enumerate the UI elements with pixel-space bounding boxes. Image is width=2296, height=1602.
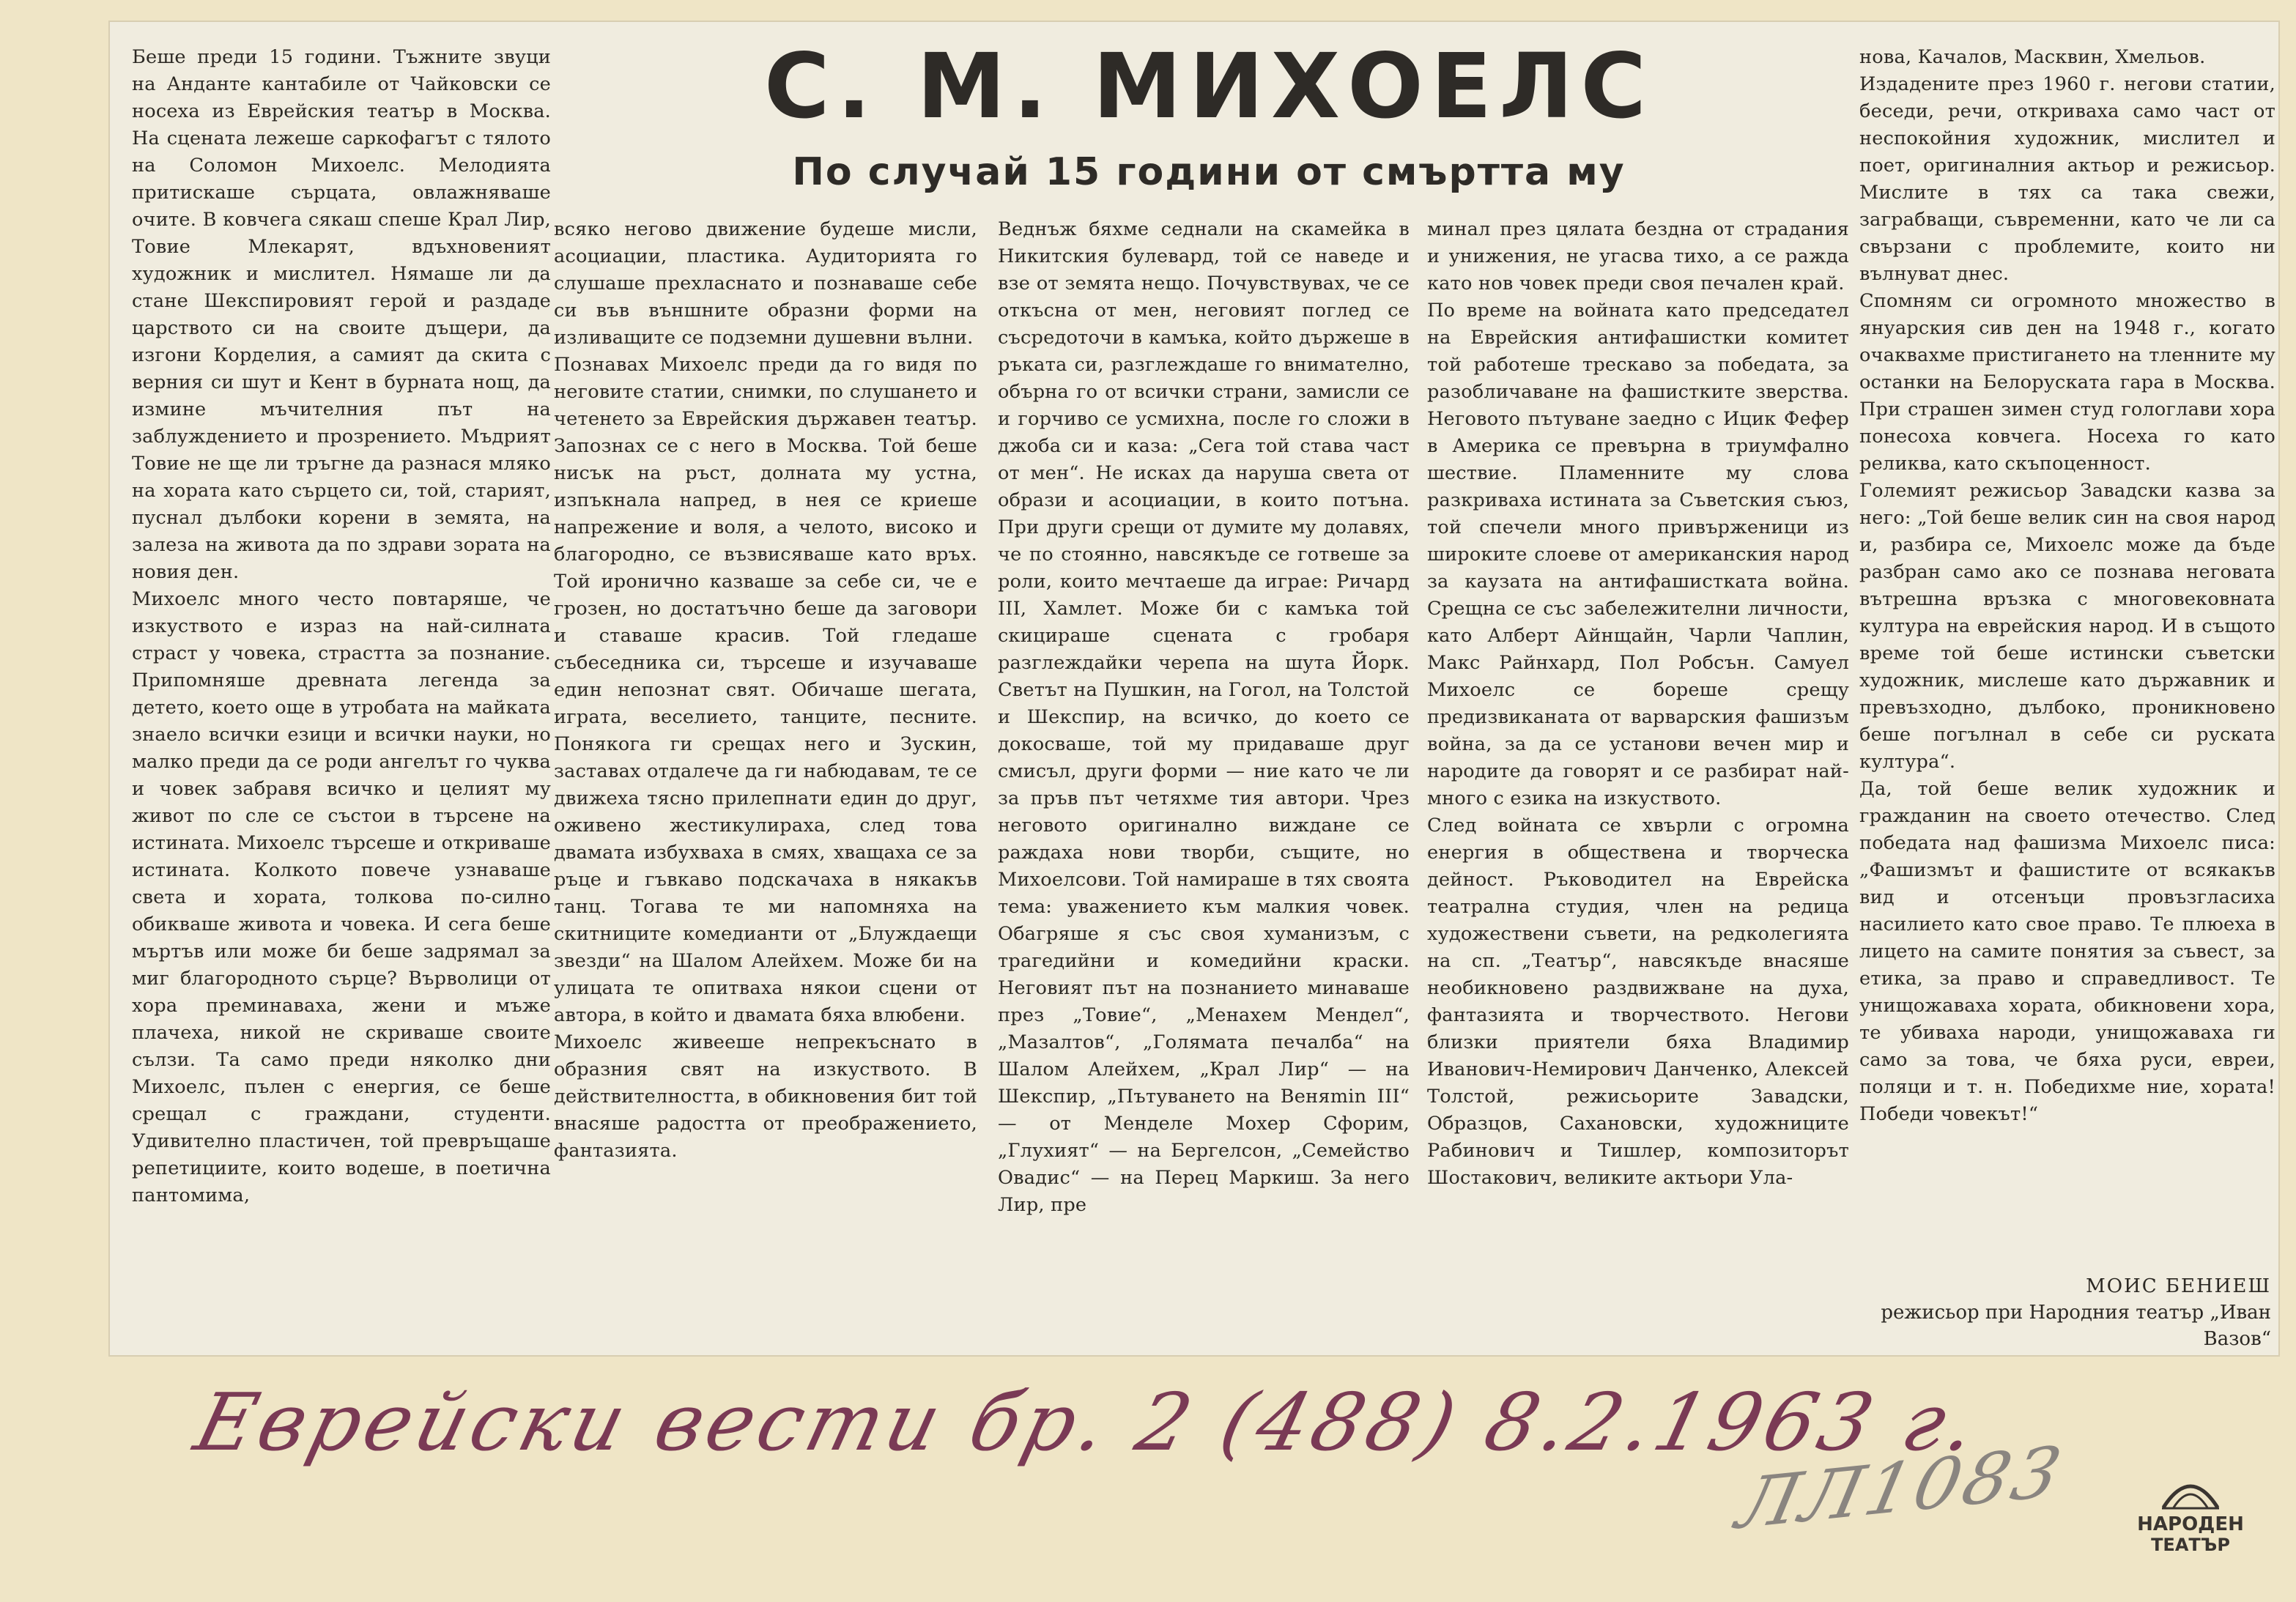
article-subtitle: По случай 15 години от смъртта му: [792, 150, 1626, 194]
author-name: МОИС БЕНИЕШ: [2086, 1275, 2271, 1297]
article-column-5: нова, Качалов, Масквин, Хмельов. Издадените през 1960 г. негови статии, беседи, речи, откриваха само част от неспокойния художник, мислител и поет, оригиналния актьор и режисьор. Мислите в тях са така свежи, заграбващи, съвременни, като че ли са свързани с проблемите, които ни вълнуват днес. Спомням си огромното множество в януарския сив ден на 1948 г., когато очаквахме пристигането на тленните му останки на Белоруската гара в Москва. При страшен зимен студ гологлави хора понесоха ковчега. Носеха го като реликва, като скъпоценност. Големият режисьор Завадски казва за него: „Той беше велик син на своя народ и, разбира се, Михоелс може да бъде разбран само ако се познава неговата вътрешна връзка с многовековната култура на еврейския народ. И в същото време той беше истински съветски художник, мислеше като държавник и превъзходно, дълбоко, проникновено беше погълнал в себе си руската култура“. Да, той беше велик художник и гражданин на своето отечество. След победата над фашизма Михоелс писа: „Фашизмът и фашистите от всякакъв вид и отсенъци провъзгласиха насилието като свое право. Те плюеха в лицето на самите понятия за съвест, за етика, за право и справедливост. Те унищожаваха хората, обикновени хора, те убиваха народи, унищожаваха ги само за това, че бяха руси, евреи, поляци и т. н. Победихме ние, хората! Победи човекът!“: [1859, 46, 2275, 1125]
article-column-1: Беше преди 15 години. Тъжните звуци на Анданте кантабиле от Чайковски се носеха из Еврейския театър в Москва. На сцената лежеше саркофагът с тялото на Соломон Михоелс. Мелодията притискаше сърцата, овлажняваше очите. В ковчега сякаш спеше Крал Лир, Товие Млекарят, вдъхновеният художник и мислител. Нямаше ли да стане Шекспировият герой и раздаде царството си на своите дъщери, да изгони Корделия, а самият да скита с верния си шут и Кент в бурната нощ, да измине мъчителния път на заблуждението и прозрението. Мъдрият Товие не ще ли тръгне да разнася мляко на хората като сърцето си, той, старият, пуснал дълбоки корени в земята, на залеза на живота да по здрави зората на новия ден. Михоелс много често повтаряше, че изкуството е израз на най-силната страст у човека, страстта за познание. Припомняше древната легенда за детето, което още в утробата на майката знаело всички езици и всички науки, но малко преди да се роди ангелът го чуква и човек забравя всичко и целият му живот по сле се състои в търсене на истината. Михоелс търсеше и откриваше истината. Колкото повече узнаваше света и хората, толкова по-силно обикваше живота и човека. И сега беше мъртъв или може би беше задрямал за миг благородното сърце? Върволици от хора преминаваха, жени и мъже плачеха, никой не скриваше своите сълзи. Та само преди няколко дни Михоелс, пълен с енергия, се беше срещал с граждани, студенти. Удивително пластичен, той превръщаше репетициите, които водеше, в поетична пантомима,: [132, 46, 551, 1206]
theatre-logo-icon: [2159, 1472, 2222, 1510]
stamp-line-2: ТЕАТЪР: [2151, 1535, 2230, 1555]
article-title: С. М. МИХОЕЛС: [763, 34, 1654, 138]
handwritten-source-note: Еврейски вести бр. 2 (488) 8.2.1963 г.: [186, 1377, 1990, 1469]
handwritten-inventory-number: ЛЛ1083: [1730, 1430, 2071, 1546]
article-column-2: всяко негово движение будеше мисли, асоциации, пластика. Аудиторията го слушаше прехласнато и познаваше себе си във външните образни форми на изливащите се подземни душевни вълни. Познавах Михоелс преди да го видя по неговите статии, снимки, по слушането и четенето за Еврейския държавен театър. Запознах се с него в Москва. Той беше нисък на ръст, долната му устна, изпъкнала напред, в нея се криеше напрежение и воля, а челото, високо и благородно, се възвисяваше като връх. Той иронично казваше за себе си, че е грозен, но достатъчно беше да заговори и ставаше красив. Той гледаше събеседника си, търсеше и изучаваше един непознат свят. Обичаше шегата, играта, веселието, танците, песните. Понякога ги срещах него и Зускин, заставах отдалече да ги набюдавам, те се движеха тясно прилепнати един до друг, оживено жестикулираха, след това двамата избухваха в смях, хващаха се за ръце и гъвкаво подскачаха в някакъв танц. Тогава те ми напомняха на скитниците комедианти от „Блуждаещи звезди“ на Шалом Алейхем. Може би на улицата те опитваха някои сцени от автора, в който и двамата бяха влюбени. Михоелс живееше непрекъснато в образния свят на изкуството. В действителността, в обикновения бит той внасяше радостта от преображението, фантазията.: [554, 218, 977, 1162]
stamp-line-1: НАРОДЕН: [2137, 1513, 2244, 1535]
article-column-4: минал през цялата бездна от страдания и унижения, не угасва тихо, а се ражда като нов човек преди своя печален край. По време на войната като председател на Еврейския антифашистки комитет той работеше трескаво за победата, за разобличаване на фашистките зверства. Неговото пътуване заедно с Ицик Фефер в Америка се превърна в триумфално шествие. Пламенните му слова разкриваха истината за Съветския съюз, той спечели много привърженици из широките слоеве от американския народ за каузата на антифашистката война. Срещна се със забележителни личности, като Алберт Айнщайн, Чарли Чаплин, Макс Райнхард, Пол Робсън. Самуел Михоелс се бореше срещу предизвиканата от варварския фашизъм война, за да се установи вечен мир и народите да говорят и се разбират най-много с езика на изкуството. След войната се хвърли с огромна енергия в обществена и творческа дейност. Ръководител на Еврейска театрална студия, член на редица художествени съвети, на редколегията на сп. „Театър“, навсякъде внасяше необикновено раздвижване на духа, фантазията и творчеството. Негови близки приятели бяха Владимир Иванович-Немирович Данченко, Алексей Толстой, режисьорите Завадски, Образцов, Сахановски, художниците Рабинович и Тишлер, композиторът Шостакович, великите актьори Ула-: [1427, 218, 1849, 1189]
author-role: режисьор при Народния театър „Иван Вазов“: [1881, 1302, 2271, 1350]
national-theatre-stamp: [2136, 1472, 2245, 1582]
article-column-3: Веднъж бяхме седнали на скамейка в Никитския булевард, той се наведе и взе от земята нещо. Почувствувах, че се откъсна от мен, неговият поглед се съсредоточи в камъка, който държеше в ръката си, разглеждаше го внимателно, обърна го от всички страни, замисли се и горчиво се усмихна, после го сложи в джоба си и каза: „Сега той става част от мен“. Не исках да наруша света от образи и асоциации, в които потъна. При други срещи от думите му долавях, че по стоянно, навсякъде се готвеше за роли, които мечтаеше да играе: Ричард III, Хамлет. Може би с камъка той скицираше сцената с гробаря разглеждайки черепа на шута Йорк. Светът на Пушкин, на Гогол, на Толстой и Шекспир, на всичко, до което се докосваше, той му придаваше друг смисъл, други форми — ние като че ли за пръв път четяхме тия автори. Чрез неговото оригинално виждане се раждаха нови творби, същите, но Михоелсови. Той намираше в тях своята тема: уважението към малкия човек. Обагряше я със своя хуманизъм, с трагедийни и комедийни краски. Неговият път на познанието минаваше през „Товие“, „Менахем Мендел“, „Мазалтов“, „Голямата печалба“ на Шалом Алейхем, „Крал Лир“ — на Шекспир, „Пътуването на Веняmin III“ — от Менделе Мохер Сфорим, „Глухият“ — на Бергелсон, „Семейство Овадис“ — на Перец Маркиш. За него Лир, пре: [998, 218, 1410, 1216]
